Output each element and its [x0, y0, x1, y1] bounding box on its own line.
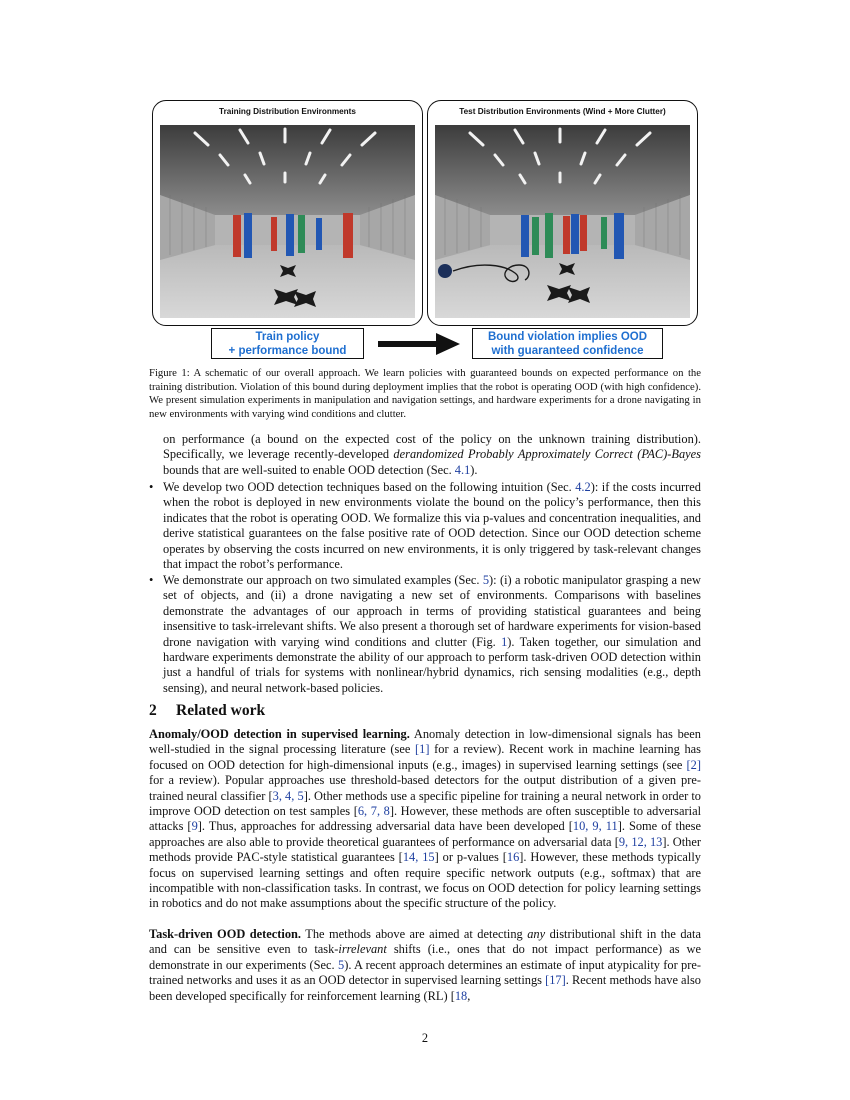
section-ref-link[interactable]: 4.2 [575, 480, 591, 494]
citation-link[interactable]: 9 [191, 819, 198, 834]
bullet2-text-c: ). Taken together, our simulation and hardware experiments demonstrate the ability of our approach to perform task-driven OOD detection within just a handful of trials for systems with nonlinear/hybrid dynamics, rich sensing modalities (e.g., depth sensing), and neural network-based policies. [163, 634, 701, 695]
bullet1-text-a: We develop two OOD detection techniques based on the following intuition (Sec. [163, 480, 576, 494]
right-arrow-icon [378, 333, 460, 355]
train-policy-label-line2: + performance bound [228, 345, 347, 357]
paragraph-text: The methods above are aimed at detecting [301, 927, 528, 941]
contribution-bullet-1 [149, 480, 701, 572]
intro-continuation [163, 432, 701, 478]
page-number: 2 [421, 1031, 429, 1045]
citation-link[interactable]: 9, 12, 13 [618, 834, 663, 849]
paragraph-text: ]. Some of these approaches are also able to provide theoretical guarantees of performance on adversarial data [ [149, 819, 701, 849]
right-panel-title: Test Distribution Environments (Wind + More Clutter) [459, 107, 666, 116]
bullet-icon: • [149, 480, 154, 494]
paragraph-heading: Task-driven OOD detection. [149, 927, 302, 941]
left-panel-title: Training Distribution Environments [219, 107, 356, 116]
paragraph-emphasis: any [527, 927, 546, 941]
citation-link[interactable]: 3, 4, 5 [272, 788, 304, 803]
intro-emphasis: derandomized Probably Approximately Correct (PAC)-Bayes [393, 447, 701, 462]
citation-link[interactable]: [2] [686, 757, 701, 772]
section-ref-link[interactable]: 5 [482, 573, 490, 587]
training-environment-photo [160, 125, 415, 318]
paragraph-text: ]. Thus, approaches for addressing adversarial data have been developed [ [197, 819, 573, 834]
paragraph-text: ]. However, these methods are often susceptible to adversarial attacks [ [149, 804, 702, 834]
figure-caption: Figure 1: A schematic of our overall approach. We learn policies with guaranteed bounds on expected performance on the training distribution. Violation of this bound during deployment implies that the robot is operating OOD (with high confidence). We present simulation experiments in manipulation and navigation settings, and hardware experiments for a drone navigating in new environments with varying wind conditions and clutter. [149, 367, 701, 420]
section-ref-link[interactable]: 5 [337, 957, 345, 972]
bullet2-text-a: We demonstrate our approach on two simulated examples (Sec. [163, 573, 483, 587]
ood-violation-label [472, 328, 663, 359]
paragraph-text: ). A recent approach determines an estimate of input atypicality for pre-trained networks and uses it as an OOD detector in supervised learning settings [149, 957, 701, 988]
citation-link[interactable]: 18 [454, 988, 468, 1003]
task-driven-paragraph [149, 927, 701, 1004]
paragraph-text: for a review). Popular approaches use threshold-based detectors for the output distribution of a given pre-trained neural classifier [ [149, 773, 701, 803]
paragraph-text: shifts (i.e., ones that do not impact performance) as we demonstrate in our experiments (Sec. [149, 942, 701, 972]
figure-ref-link[interactable]: 1 [501, 634, 508, 649]
ood-violation-label-line1: Bound violation implies OOD [487, 331, 648, 343]
citation-link[interactable]: 10, 9, 11 [572, 819, 618, 834]
citation-link[interactable]: [1] [415, 742, 430, 757]
ood-violation-label-line2: with guaranteed confidence [491, 345, 644, 357]
bullet-icon: • [149, 573, 154, 587]
section-heading [149, 702, 265, 720]
test-environment-photo [435, 125, 690, 318]
intro-text-b: bounds that are well-suited to enable OOD detection (Sec. [163, 462, 455, 477]
paragraph-text: for a review). Recent work in machine learning has focused on OOD detection for high-dimensional inputs (e.g., images) in supervised learning settings (see [149, 742, 701, 772]
paragraph-text: ]. Other methods use a specific pipeline for training a neural network in order to improve OOD detection on test samples [ [149, 788, 701, 819]
paragraph-text: ] or p-values [ [434, 850, 507, 865]
paragraph-text: Anomaly detection in low-dimensional signals has been well-studied in the signal processing literature (see [149, 727, 701, 757]
section-number: 2 [149, 702, 157, 719]
test-environments-panel [427, 100, 698, 326]
train-policy-label [211, 328, 364, 359]
intro-text-c: ). [470, 462, 478, 477]
section-title: Related work [176, 702, 266, 719]
train-policy-label-line1: Train policy [255, 331, 320, 343]
paragraph-text: ]. However, these methods typically focus on supervised learning settings and often require specific network outputs (e.g., softmax) that are incompatible with non-classification tasks. In contrast, we focus on OOD detection for policy learning settings in robotics and do not make assumptions about the specific structure of the policy. [149, 850, 701, 911]
citation-link[interactable]: 14, 15 [402, 850, 435, 865]
paragraph-heading: Anomaly/OOD detection in supervised learning. [149, 727, 410, 741]
intro-text-a: on performance (a bound on the expected cost of the policy on the unknown training distribution). Specifically, we leverage recently-developed [163, 432, 701, 462]
anomaly-detection-paragraph [149, 727, 701, 912]
paragraph-text: distributional shift in the data and can be sensitive even to task- [149, 927, 701, 957]
section-ref-link[interactable]: 4.1 [454, 462, 471, 477]
citation-link[interactable]: [17] [545, 973, 566, 988]
paragraph-emphasis: irrelevant [338, 942, 387, 957]
citation-link[interactable]: 16 [506, 850, 520, 865]
bullet2-text-b: ): (i) a robotic manipulator grasping a new set of objects, and (ii) a drone navigating a new set of environments. Comparisons with baselines demonstrate the advantages of our approach in terms of providing statistical guarantees and being insensitive to task-irrelevant shifts. We also present a thorough set of hardware experiments for vision-based drone navigation with varying wind conditions and clutter (Fig. [163, 573, 701, 649]
training-environments-panel [152, 100, 423, 326]
paragraph-text: , [467, 988, 471, 1003]
bullet1-text-b: ): if the costs incurred when the robot is deployed in new environments violate the bound on the policy’s performance, then this indicates that the robot is operating OOD. We formalize this via p-values and concentration inequalities, and derive statistical guarantees on the false positive rate of OOD detection. Since our OOD detection scheme operates by observing the costs incurred on new environments, it is only triggered by task-relevant changes that impact the robot’s performance. [163, 480, 701, 572]
citation-link[interactable]: 6, 7, 8 [357, 804, 390, 819]
paragraph-text: . Recent methods have also been developed specifically for reinforcement learning (RL) [ [149, 973, 702, 1003]
paragraph-text: ]. Other methods provide PAC-style statistical guarantees [ [149, 834, 701, 865]
contribution-bullet-2 [149, 573, 701, 696]
